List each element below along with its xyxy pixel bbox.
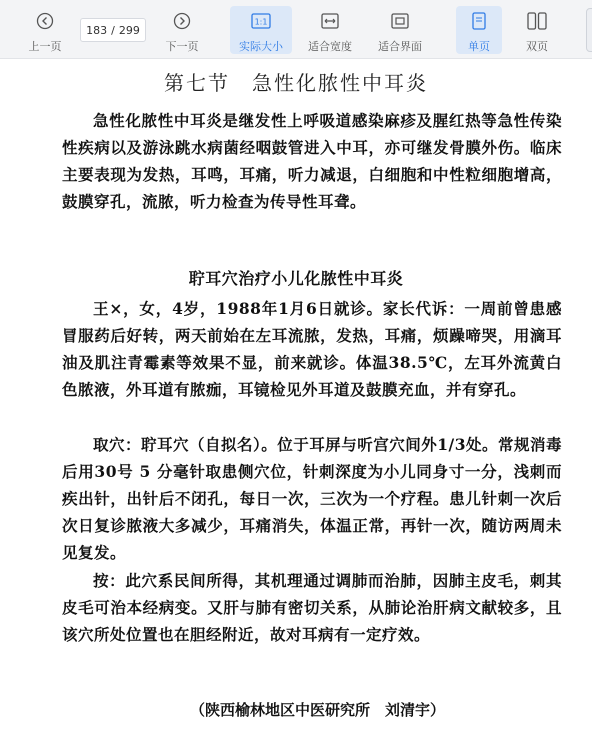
chevron-right-circle-icon [173, 10, 191, 32]
acupoint-paragraph: 取穴：聍耳穴（自拟名）。位于耳屏与听宫穴间外1/3处。常规消毒后用30号 5 分毫针取患侧穴位，针刺深度为小儿同身寸一分，浅刺而疾出针，出针后不闭孔，每日一次，三次为一个疗程。患儿针刺一次后次日复诊脓液大多减少，耳痛消失，体温正常，再针一次，随访两周未见复发。 [62, 435, 562, 562]
actual-size-label: 实际大小 [239, 40, 283, 53]
single-page-label: 单页 [468, 40, 490, 53]
double-page-label: 双页 [526, 40, 548, 53]
section-title: 第七节 急性化脓性中耳炎 [164, 71, 428, 95]
article-subtitle: 聍耳穴治疗小儿化脓性中耳炎 [188, 269, 404, 288]
single-page-button[interactable] [456, 6, 502, 54]
toolbar-overflow-button[interactable] [586, 8, 592, 52]
author-credit: （陕西榆林地区中医研究所 刘清宇） [190, 701, 446, 719]
next-page-label: 下一页 [165, 40, 199, 53]
actual-size-icon [251, 10, 271, 32]
double-page-button[interactable] [514, 6, 560, 54]
page-separator: / [111, 23, 115, 37]
prev-page-button[interactable] [22, 6, 68, 54]
page-number-field[interactable] [80, 18, 146, 42]
actual-size-button[interactable] [230, 6, 292, 54]
chevron-left-circle-icon [36, 10, 54, 32]
document-page [0, 59, 592, 743]
intro-paragraph: 急性化脓性中耳炎是继发性上呼吸道感染麻疹及腥红热等急性传染性疾病以及游泳跳水病菌经咽鼓管进入中耳，亦可继发骨膜外伤。临床主要表现为发热，耳鸣，耳痛，听力减退，白细胞和中性粒细胞增高，鼓膜穿孔，流脓，听力检查为传导性耳聋。 [62, 111, 562, 211]
prev-page-label: 上一页 [28, 40, 62, 53]
double-page-icon [527, 10, 547, 32]
fit-width-button[interactable] [302, 6, 358, 54]
next-page-button[interactable] [159, 6, 205, 54]
note-paragraph: 按：此穴系民间所得，其机理通过调肺而治肺，因肺主皮毛，刺其皮毛可治本经病变。又肝与肺有密切关系，从肺论治肝病文献较多，且该穴所处位置也在胆经附近，故对耳病有一定疗效。 [62, 571, 562, 644]
total-pages-value: 299 [118, 23, 140, 37]
case-paragraph: 王×，女，4岁，1988年1月6日就诊。家长代诉：一周前曾患感冒服药后好转，两天前始在左耳流脓，发热，耳痛，烦躁啼哭，用滴耳油及肌注青霉素等效果不显，前来就诊。体温38.5℃，左耳外流黄白色脓液，外耳道有脓痂，耳镜检见外耳道及鼓膜充血，并有穿孔。 [62, 299, 562, 399]
fit-page-icon [391, 10, 409, 32]
viewer-toolbar [0, 0, 592, 59]
fit-page-label: 适合界面 [378, 40, 422, 53]
current-page-value: 183 [86, 23, 108, 37]
actual-size-icon-text: 1:1 [254, 17, 268, 27]
single-page-icon [472, 10, 486, 32]
fit-page-button[interactable] [372, 6, 428, 54]
fit-width-label: 适合宽度 [308, 40, 352, 53]
fit-width-icon [321, 10, 339, 32]
